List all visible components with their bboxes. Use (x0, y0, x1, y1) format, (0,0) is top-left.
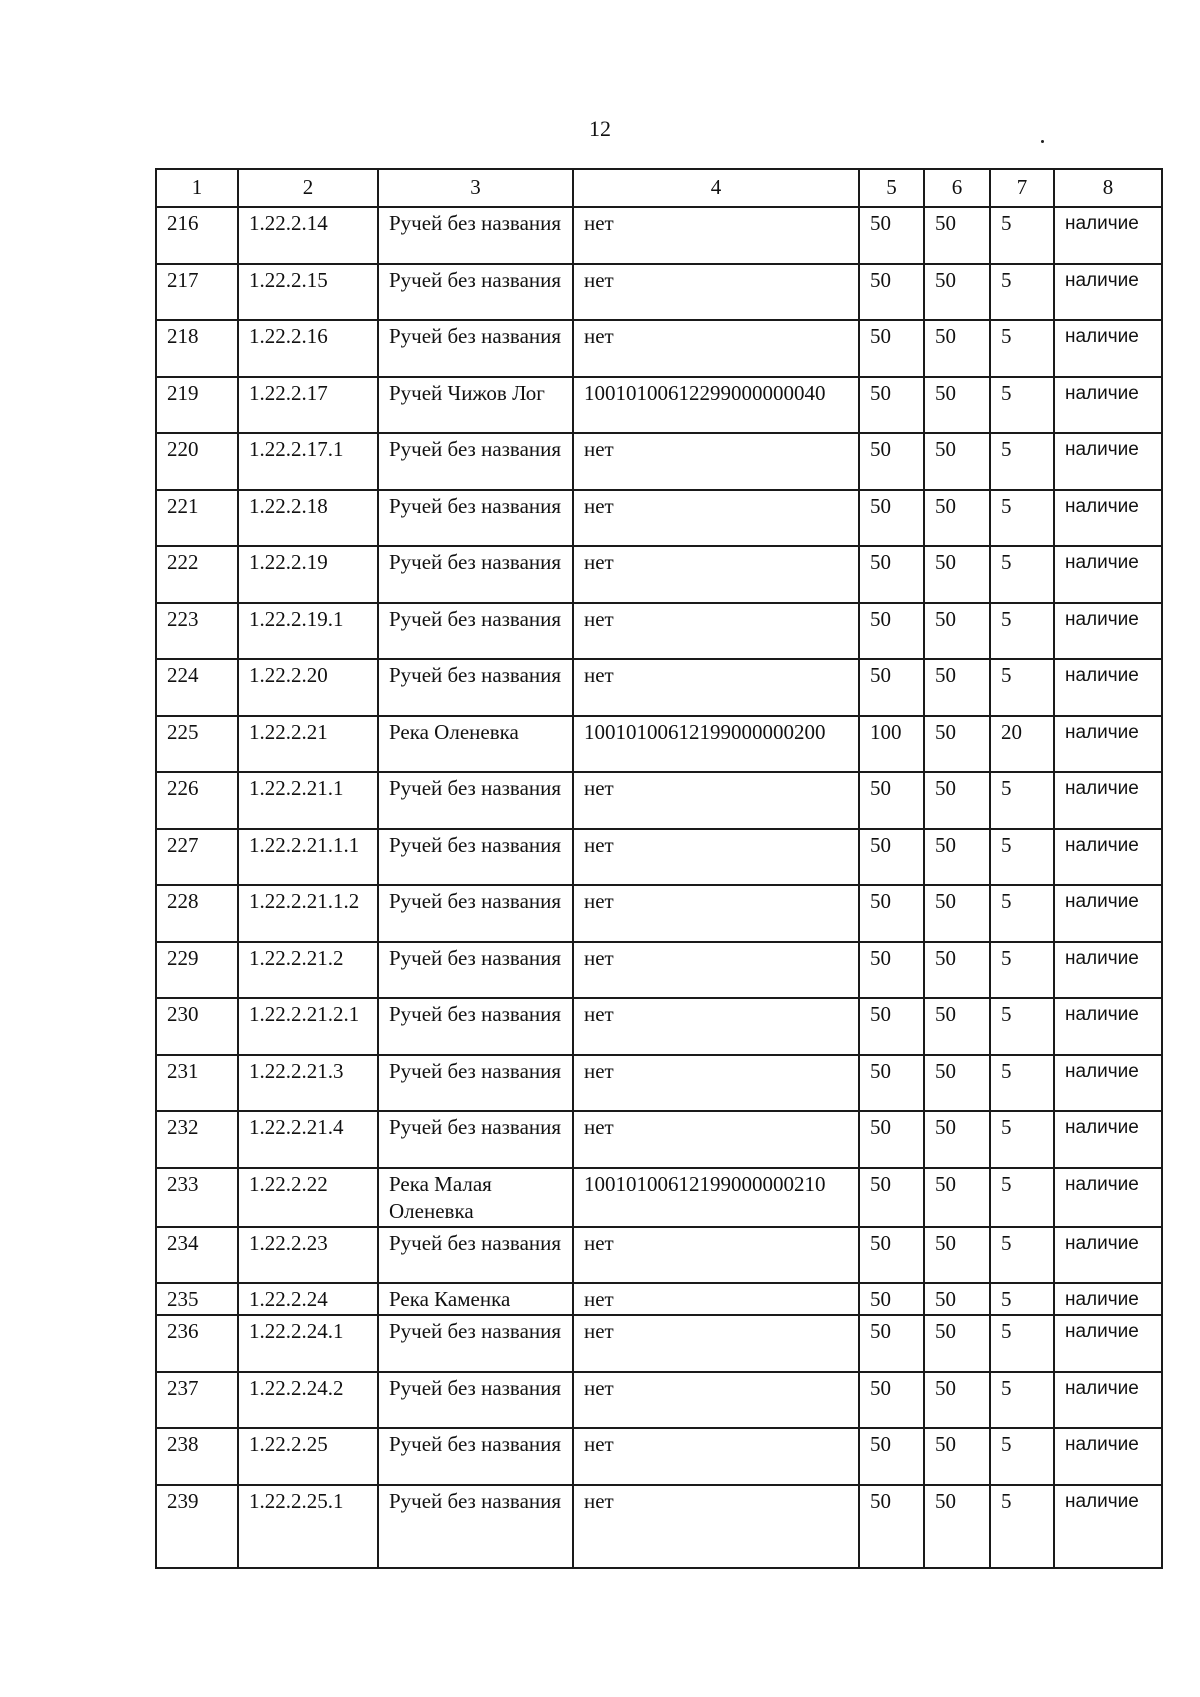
presence-cell: наличие (1054, 320, 1162, 377)
table-row (156, 1428, 1162, 1485)
table-row (156, 659, 1162, 716)
value-cell-7: 5 (990, 1485, 1054, 1568)
code-cell: 1.22.2.16 (238, 320, 378, 377)
code-cell: 1.22.2.21.1.2 (238, 885, 378, 942)
table-body (156, 207, 1162, 1568)
column-header: 6 (924, 169, 990, 207)
table-row (156, 942, 1162, 999)
water-objects-table (155, 168, 1163, 1569)
row-number-cell: 225 (156, 716, 238, 773)
value-cell-5: 50 (859, 1485, 924, 1568)
table-row (156, 490, 1162, 547)
presence-cell: наличие (1054, 377, 1162, 434)
table-row (156, 207, 1162, 264)
presence-cell: наличие (1054, 264, 1162, 321)
column-header: 4 (573, 169, 859, 207)
presence-cell: наличие (1054, 829, 1162, 886)
code-cell: 1.22.2.14 (238, 207, 378, 264)
value-cell-6: 50 (924, 1055, 990, 1112)
value-cell-6: 50 (924, 264, 990, 321)
code-cell: 1.22.2.19.1 (238, 603, 378, 660)
presence-cell: наличие (1054, 433, 1162, 490)
code-cell: 1.22.2.21.2.1 (238, 998, 378, 1055)
name-cell: Ручей без названия (378, 490, 573, 547)
row-number-cell: 231 (156, 1055, 238, 1112)
code-cell: 1.22.2.24 (238, 1283, 378, 1315)
name-cell: Ручей без названия (378, 998, 573, 1055)
value-cell-6: 50 (924, 772, 990, 829)
name-cell: Ручей без названия (378, 659, 573, 716)
value-cell-5: 50 (859, 942, 924, 999)
row-number-cell: 239 (156, 1485, 238, 1568)
registry-code-cell: нет (573, 603, 859, 660)
value-cell-6: 50 (924, 1485, 990, 1568)
code-cell: 1.22.2.25 (238, 1428, 378, 1485)
row-number-cell: 217 (156, 264, 238, 321)
table-row (156, 1372, 1162, 1429)
registry-code-cell: нет (573, 433, 859, 490)
value-cell-5: 50 (859, 207, 924, 264)
registry-code-cell: нет (573, 1111, 859, 1168)
code-cell: 1.22.2.17.1 (238, 433, 378, 490)
value-cell-6: 50 (924, 716, 990, 773)
value-cell-6: 50 (924, 1111, 990, 1168)
table-row (156, 377, 1162, 434)
column-header: 1 (156, 169, 238, 207)
value-cell-6: 50 (924, 659, 990, 716)
name-cell: Река Малая Оленевка (378, 1168, 573, 1227)
value-cell-6: 50 (924, 320, 990, 377)
row-number-cell: 232 (156, 1111, 238, 1168)
registry-code-cell: нет (573, 1485, 859, 1568)
scan-speck (1041, 140, 1044, 143)
value-cell-6: 50 (924, 1168, 990, 1227)
value-cell-6: 50 (924, 433, 990, 490)
value-cell-7: 5 (990, 603, 1054, 660)
value-cell-6: 50 (924, 1428, 990, 1485)
name-cell: Ручей без названия (378, 603, 573, 660)
presence-cell: наличие (1054, 659, 1162, 716)
presence-cell: наличие (1054, 942, 1162, 999)
table-row (156, 772, 1162, 829)
registry-code-cell: нет (573, 1283, 859, 1315)
name-cell: Ручей без названия (378, 1227, 573, 1284)
table-row (156, 829, 1162, 886)
table-row (156, 885, 1162, 942)
value-cell-6: 50 (924, 603, 990, 660)
value-cell-7: 5 (990, 320, 1054, 377)
code-cell: 1.22.2.17 (238, 377, 378, 434)
value-cell-5: 50 (859, 829, 924, 886)
value-cell-7: 5 (990, 1283, 1054, 1315)
registry-code-cell: нет (573, 1227, 859, 1284)
value-cell-7: 5 (990, 772, 1054, 829)
registry-code-cell: нет (573, 1315, 859, 1372)
code-cell: 1.22.2.19 (238, 546, 378, 603)
row-number-cell: 218 (156, 320, 238, 377)
row-number-cell: 230 (156, 998, 238, 1055)
table-row (156, 1111, 1162, 1168)
value-cell-5: 50 (859, 433, 924, 490)
value-cell-5: 50 (859, 546, 924, 603)
name-cell: Ручей без названия (378, 1055, 573, 1112)
code-cell: 1.22.2.20 (238, 659, 378, 716)
value-cell-6: 50 (924, 546, 990, 603)
row-number-cell: 235 (156, 1283, 238, 1315)
name-cell: Река Оленевка (378, 716, 573, 773)
presence-cell: наличие (1054, 1111, 1162, 1168)
name-cell: Ручей без названия (378, 829, 573, 886)
registry-code-cell: нет (573, 320, 859, 377)
table-row (156, 1227, 1162, 1284)
value-cell-5: 50 (859, 1283, 924, 1315)
presence-cell: наличие (1054, 772, 1162, 829)
value-cell-5: 50 (859, 320, 924, 377)
name-cell: Ручей без названия (378, 1111, 573, 1168)
value-cell-6: 50 (924, 942, 990, 999)
value-cell-6: 50 (924, 490, 990, 547)
registry-code-cell: нет (573, 1428, 859, 1485)
presence-cell: наличие (1054, 716, 1162, 773)
value-cell-6: 50 (924, 207, 990, 264)
row-number-cell: 220 (156, 433, 238, 490)
table-row (156, 264, 1162, 321)
presence-cell: наличие (1054, 490, 1162, 547)
code-cell: 1.22.2.24.2 (238, 1372, 378, 1429)
registry-code-cell: нет (573, 772, 859, 829)
code-cell: 1.22.2.21.4 (238, 1111, 378, 1168)
value-cell-6: 50 (924, 1283, 990, 1315)
value-cell-5: 50 (859, 377, 924, 434)
value-cell-5: 50 (859, 1372, 924, 1429)
value-cell-7: 5 (990, 1055, 1054, 1112)
value-cell-6: 50 (924, 885, 990, 942)
value-cell-5: 50 (859, 490, 924, 547)
code-cell: 1.22.2.21.1.1 (238, 829, 378, 886)
value-cell-5: 50 (859, 659, 924, 716)
name-cell: Ручей без названия (378, 264, 573, 321)
value-cell-7: 5 (990, 264, 1054, 321)
table-row (156, 716, 1162, 773)
value-cell-7: 5 (990, 1372, 1054, 1429)
value-cell-7: 5 (990, 829, 1054, 886)
code-cell: 1.22.2.21.1 (238, 772, 378, 829)
table-row (156, 1168, 1162, 1227)
code-cell: 1.22.2.22 (238, 1168, 378, 1227)
name-cell: Ручей Чижов Лог (378, 377, 573, 434)
code-cell: 1.22.2.24.1 (238, 1315, 378, 1372)
registry-code-cell: 10010100612199000000210 (573, 1168, 859, 1227)
row-number-cell: 233 (156, 1168, 238, 1227)
registry-code-cell: 10010100612299000000040 (573, 377, 859, 434)
value-cell-7: 5 (990, 1428, 1054, 1485)
value-cell-5: 50 (859, 885, 924, 942)
registry-code-cell: нет (573, 490, 859, 547)
presence-cell: наличие (1054, 1283, 1162, 1315)
code-cell: 1.22.2.21 (238, 716, 378, 773)
presence-cell: наличие (1054, 998, 1162, 1055)
value-cell-5: 50 (859, 603, 924, 660)
row-number-cell: 221 (156, 490, 238, 547)
registry-code-cell: нет (573, 1372, 859, 1429)
table-row (156, 1315, 1162, 1372)
presence-cell: наличие (1054, 1227, 1162, 1284)
table-row (156, 320, 1162, 377)
value-cell-7: 5 (990, 885, 1054, 942)
value-cell-7: 5 (990, 942, 1054, 999)
registry-code-cell: нет (573, 829, 859, 886)
registry-code-cell: 10010100612199000000200 (573, 716, 859, 773)
value-cell-6: 50 (924, 1315, 990, 1372)
code-cell: 1.22.2.21.2 (238, 942, 378, 999)
table-header-row (156, 169, 1162, 207)
value-cell-7: 5 (990, 377, 1054, 434)
row-number-cell: 229 (156, 942, 238, 999)
value-cell-7: 5 (990, 998, 1054, 1055)
value-cell-7: 5 (990, 1111, 1054, 1168)
column-header: 5 (859, 169, 924, 207)
registry-code-cell: нет (573, 998, 859, 1055)
value-cell-5: 50 (859, 264, 924, 321)
row-number-cell: 216 (156, 207, 238, 264)
registry-code-cell: нет (573, 546, 859, 603)
name-cell: Ручей без названия (378, 772, 573, 829)
presence-cell: наличие (1054, 207, 1162, 264)
column-header: 3 (378, 169, 573, 207)
value-cell-5: 100 (859, 716, 924, 773)
name-cell: Ручей без названия (378, 207, 573, 264)
value-cell-5: 50 (859, 1315, 924, 1372)
table-row (156, 998, 1162, 1055)
registry-code-cell: нет (573, 885, 859, 942)
page-number: 12 (589, 116, 611, 141)
value-cell-5: 50 (859, 1168, 924, 1227)
table-row (156, 1055, 1162, 1112)
value-cell-6: 50 (924, 377, 990, 434)
value-cell-7: 5 (990, 1168, 1054, 1227)
name-cell: Ручей без названия (378, 942, 573, 999)
column-header: 8 (1054, 169, 1162, 207)
value-cell-7: 20 (990, 716, 1054, 773)
table-row (156, 546, 1162, 603)
value-cell-6: 50 (924, 1227, 990, 1284)
code-cell: 1.22.2.18 (238, 490, 378, 547)
presence-cell: наличие (1054, 1428, 1162, 1485)
table-row (156, 1283, 1162, 1315)
presence-cell: наличие (1054, 546, 1162, 603)
row-number-cell: 234 (156, 1227, 238, 1284)
value-cell-7: 5 (990, 1227, 1054, 1284)
value-cell-7: 5 (990, 659, 1054, 716)
row-number-cell: 236 (156, 1315, 238, 1372)
value-cell-6: 50 (924, 1372, 990, 1429)
registry-code-cell: нет (573, 659, 859, 716)
value-cell-5: 50 (859, 998, 924, 1055)
row-number-cell: 227 (156, 829, 238, 886)
row-number-cell: 219 (156, 377, 238, 434)
presence-cell: наличие (1054, 1168, 1162, 1227)
presence-cell: наличие (1054, 1055, 1162, 1112)
value-cell-5: 50 (859, 1055, 924, 1112)
code-cell: 1.22.2.21.3 (238, 1055, 378, 1112)
name-cell: Ручей без названия (378, 1428, 573, 1485)
code-cell: 1.22.2.25.1 (238, 1485, 378, 1568)
code-cell: 1.22.2.15 (238, 264, 378, 321)
name-cell: Ручей без названия (378, 885, 573, 942)
value-cell-6: 50 (924, 998, 990, 1055)
row-number-cell: 238 (156, 1428, 238, 1485)
name-cell: Ручей без названия (378, 320, 573, 377)
name-cell: Ручей без названия (378, 1372, 573, 1429)
value-cell-5: 50 (859, 1428, 924, 1485)
table-row (156, 603, 1162, 660)
registry-code-cell: нет (573, 264, 859, 321)
row-number-cell: 224 (156, 659, 238, 716)
code-cell: 1.22.2.23 (238, 1227, 378, 1284)
value-cell-7: 5 (990, 546, 1054, 603)
name-cell: Ручей без названия (378, 1315, 573, 1372)
presence-cell: наличие (1054, 603, 1162, 660)
row-number-cell: 222 (156, 546, 238, 603)
row-number-cell: 228 (156, 885, 238, 942)
name-cell: Река Каменка (378, 1283, 573, 1315)
presence-cell: наличие (1054, 1372, 1162, 1429)
value-cell-5: 50 (859, 1227, 924, 1284)
name-cell: Ручей без названия (378, 433, 573, 490)
column-header: 2 (238, 169, 378, 207)
name-cell: Ручей без названия (378, 546, 573, 603)
presence-cell: наличие (1054, 1315, 1162, 1372)
name-cell: Ручей без названия (378, 1485, 573, 1568)
value-cell-5: 50 (859, 1111, 924, 1168)
table-row (156, 433, 1162, 490)
registry-code-cell: нет (573, 207, 859, 264)
column-header: 7 (990, 169, 1054, 207)
presence-cell: наличие (1054, 885, 1162, 942)
registry-code-cell: нет (573, 1055, 859, 1112)
value-cell-7: 5 (990, 1315, 1054, 1372)
row-number-cell: 237 (156, 1372, 238, 1429)
table-row (156, 1485, 1162, 1568)
value-cell-7: 5 (990, 207, 1054, 264)
row-number-cell: 226 (156, 772, 238, 829)
row-number-cell: 223 (156, 603, 238, 660)
value-cell-7: 5 (990, 433, 1054, 490)
value-cell-7: 5 (990, 490, 1054, 547)
value-cell-6: 50 (924, 829, 990, 886)
value-cell-5: 50 (859, 772, 924, 829)
registry-code-cell: нет (573, 942, 859, 999)
presence-cell: наличие (1054, 1485, 1162, 1568)
